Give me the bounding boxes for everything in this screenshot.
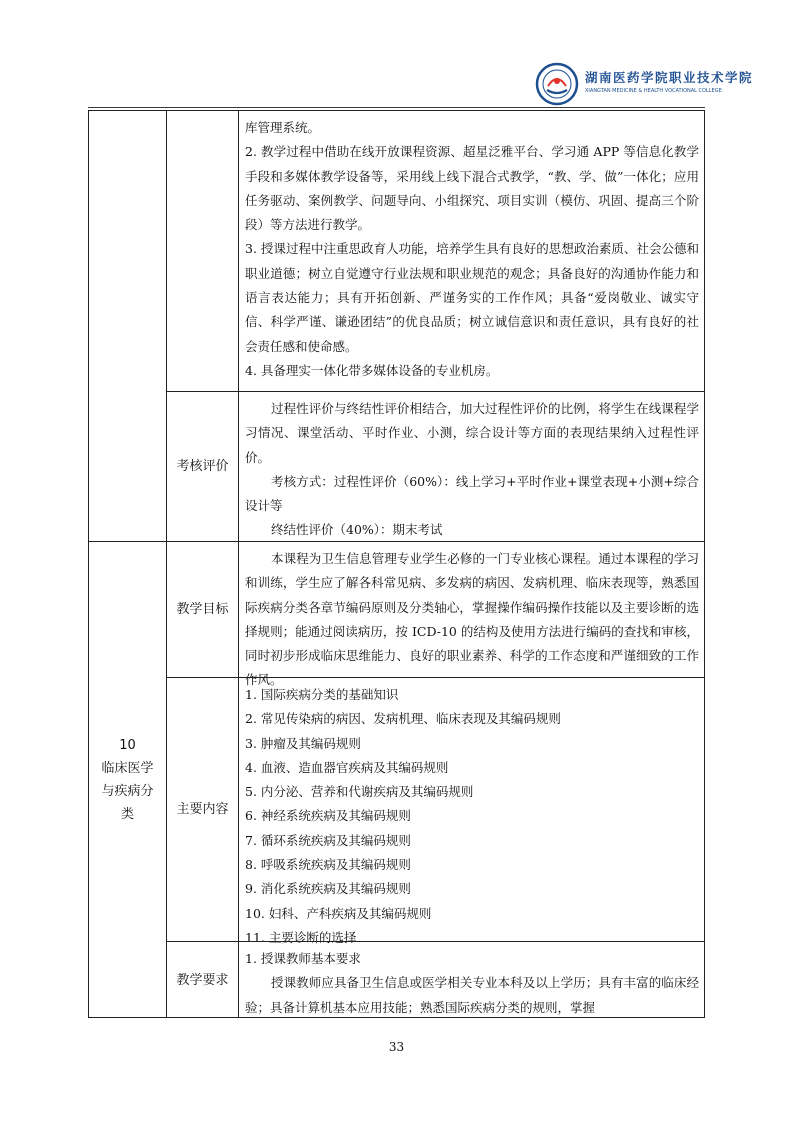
assessment-line: 过程性评价与终结性评价相结合，加大过程性评价的比例，将学生在线课程学习情况、课堂活动、平时作业、小测，综合设计等方面的表现结果纳入过程性评价。 bbox=[245, 401, 699, 465]
teach-req-line: 2. 教学过程中借助在线开放课程资源、超星泛雅平台、学习通 APP 等信息化教学手段和多媒体教学设备等，采用线上线下混合式教学，“教、学、做”一体化；应用任务驱动、案例教学、问题导向、小组探究、项目实训（模仿、巩固、提高三个阶段）等方法进行教学。 bbox=[245, 144, 699, 233]
content-label: 主要内容 bbox=[176, 802, 229, 817]
school-name-cn: 湖南医药学院职业技术学院 bbox=[585, 70, 754, 85]
objective-text: 本课程为卫生信息管理专业学生必修的一门专业核心课程。通过本课程的学习和训练，学生应了解各科常见病、多发病的病因、发病机理、临床表现等，熟悉国际疾病分类各章节编码原则及分类轴心，掌握操作编码操作技能以及主要诊断的选择规则；能通过阅读病历，按 ICD-10 的结构及使用方法进行编码的查找和审核，同时初步形成临床思维能力、良好的职业素养、科学的工作态度和严谨细致的工作作风。 bbox=[245, 551, 699, 688]
course-table bbox=[88, 110, 705, 1018]
teach-req-line: 3. 授课过程中注重思政育人功能，培养学生具有良好的思想政治素质、社会公德和职业道德；树立自觉遵守行业法规和职业规范的观念；具备良好的沟通协作能力和语言表达能力；具有开拓创新、严谨务实的工作作风；具备“爱岗敬业、诚实守信、科学严谨、谦逊团结”的优良品质；树立诚信意识和责任意识，具有良好的社会责任感和使命感。 bbox=[245, 241, 699, 354]
assessment-label: 考核评价 bbox=[176, 459, 229, 474]
teach-req-line: 4. 具备理实一体化带多媒体设备的专业机房。 bbox=[245, 362, 499, 378]
list-item: 11. 主要诊断的选择 bbox=[245, 929, 357, 945]
page-number: 33 bbox=[388, 1040, 405, 1054]
list-item: 9. 消化系统疾病及其编码规则 bbox=[245, 881, 411, 897]
list-item: 1. 国际疾病分类的基础知识 bbox=[245, 687, 399, 702]
list-item: 4. 血液、造血器官疾病及其编码规则 bbox=[245, 759, 449, 775]
table-frame bbox=[88, 110, 705, 1018]
req-line: 授课教师应具备卫生信息或医学相关专业本科及以上学历；具有丰富的临床经验；具备计算机基本应用技能；熟悉国际疾病分类的规则，掌握 bbox=[245, 975, 699, 1015]
list-item: 5. 内分泌、营养和代谢疾病及其编码规则 bbox=[245, 784, 474, 800]
assessment-line: 终结性评价（40%）：期末考试 bbox=[271, 522, 443, 538]
list-item: 2. 常见传染病的病因、发病机理、临床表现及其编码规则 bbox=[245, 711, 561, 727]
req-label: 教学要求 bbox=[176, 972, 229, 988]
req-line: 1. 授课教师基本要求 bbox=[245, 951, 361, 966]
assessment-line: 考核方式：过程性评价（60%）：线上学习+平时作业+课堂表现+小测+综合设计等 bbox=[245, 473, 699, 514]
list-item: 8. 呼吸系统疾病及其编码规则 bbox=[245, 857, 411, 873]
school-logo-icon bbox=[535, 62, 579, 106]
header-rule bbox=[88, 107, 705, 108]
course-number: 10 bbox=[119, 738, 136, 753]
list-item: 6. 神经系统疾病及其编码规则 bbox=[245, 808, 411, 824]
objective-label: 教学目标 bbox=[176, 602, 229, 617]
teach-req-line: 库管理系统。 bbox=[245, 120, 321, 135]
list-item: 3. 肿瘤及其编码规则 bbox=[245, 735, 361, 751]
school-header bbox=[535, 58, 754, 110]
list-item: 10. 妇科、产科疾病及其编码规则 bbox=[245, 905, 432, 921]
school-name-en: XIANGTAN MEDICINE & HEALTH VOCATIONAL COLLEGE bbox=[585, 88, 722, 94]
course-name: 临床医学与疾病分类 bbox=[101, 761, 154, 822]
list-item: 7. 循环系统疾病及其编码规则 bbox=[245, 832, 411, 848]
